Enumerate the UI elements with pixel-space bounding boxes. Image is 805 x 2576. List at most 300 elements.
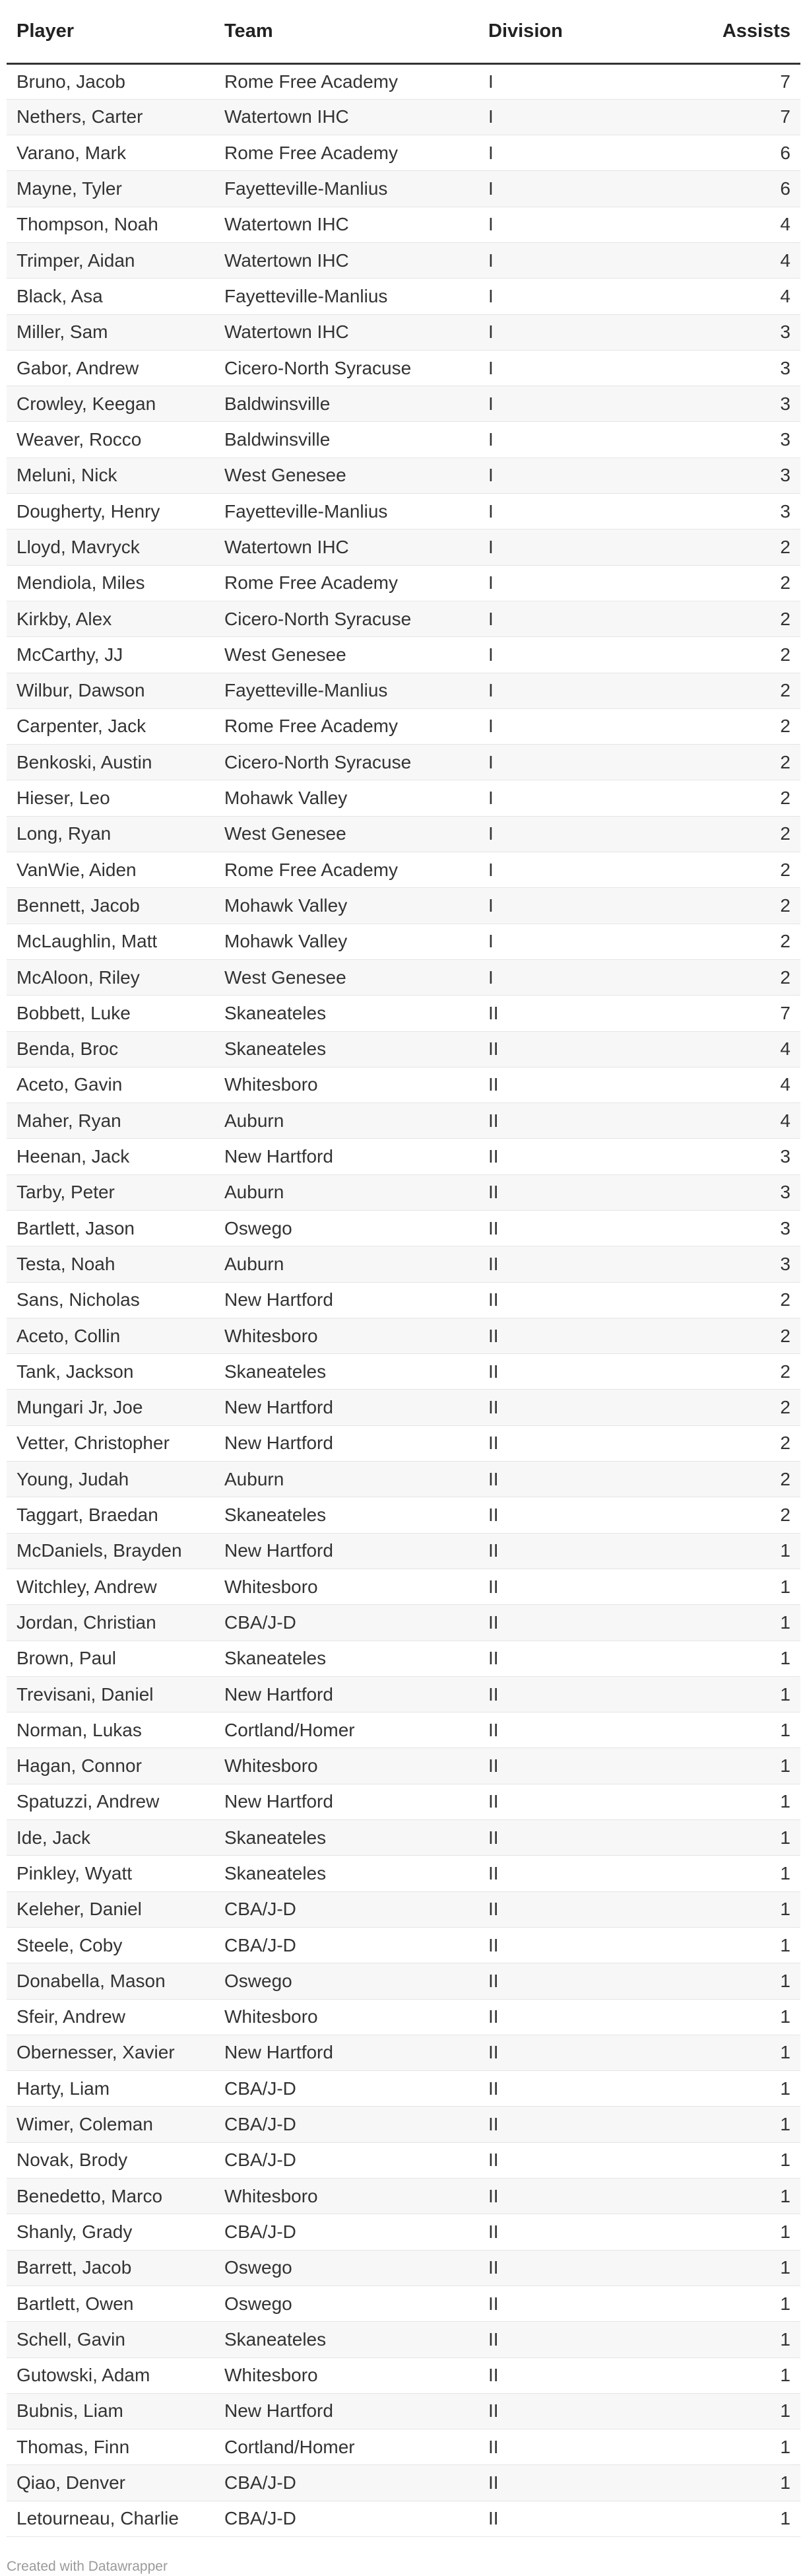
assists-cell: 3 [696,494,800,529]
division-cell: I [478,529,696,565]
team-cell: Skaneateles [214,996,478,1031]
team-cell: Mohawk Valley [214,780,478,816]
table-row [7,1748,800,1784]
table-body [7,63,800,2536]
assists-cell: 1 [696,1820,800,1856]
division-cell: II [478,2142,696,2178]
division-cell: I [478,780,696,816]
division-cell: I [478,63,696,99]
team-cell: Watertown IHC [214,99,478,135]
table-row [7,565,800,601]
team-cell: Oswego [214,1211,478,1246]
assists-cell: 4 [696,1103,800,1139]
table-row [7,1318,800,1353]
table-row [7,279,800,314]
division-cell: II [478,1856,696,1891]
division-cell: II [478,2465,696,2501]
assists-cell: 4 [696,207,800,242]
player-cell: McAloon, Riley [7,959,214,995]
player-cell: Novak, Brody [7,2142,214,2178]
assists-cell: 3 [696,1246,800,1282]
player-cell: Hagan, Connor [7,1748,214,1784]
team-cell: Cortland/Homer [214,1712,478,1748]
assists-cell: 1 [696,2071,800,2107]
table-row [7,1282,800,1318]
team-cell: Whitesboro [214,2179,478,2214]
table-row [7,2179,800,2214]
table-row [7,1031,800,1067]
table-row [7,1999,800,2035]
division-cell: II [478,1605,696,1641]
column-header-player[interactable]: Player [7,0,214,63]
assists-cell: 7 [696,99,800,135]
table-row [7,1641,800,1676]
division-cell: II [478,1712,696,1748]
player-cell: Weaver, Rocco [7,422,214,458]
team-cell: CBA/J-D [214,1927,478,1963]
team-cell: Oswego [214,2250,478,2286]
player-cell: Long, Ryan [7,816,214,852]
table-row [7,2393,800,2429]
team-cell: CBA/J-D [214,2465,478,2501]
player-cell: Bubnis, Liam [7,2393,214,2429]
division-cell: II [478,1390,696,1425]
table-row [7,1927,800,1963]
division-cell: II [478,2035,696,2070]
table-row [7,1712,800,1748]
team-cell: Cicero-North Syracuse [214,601,478,636]
assists-cell: 3 [696,1174,800,1210]
player-cell: Varano, Mark [7,135,214,171]
assists-cell: 1 [696,1569,800,1604]
team-cell: Baldwinsville [214,386,478,422]
division-cell: II [478,1999,696,2035]
table-row [7,816,800,852]
division-cell: II [478,1067,696,1102]
division-cell: I [478,708,696,744]
team-cell: Whitesboro [214,2357,478,2393]
team-cell: CBA/J-D [214,2142,478,2178]
division-cell: I [478,242,696,278]
table-row [7,2035,800,2070]
assists-cell: 4 [696,279,800,314]
column-header-assists[interactable]: Assists [696,0,800,63]
assists-cell: 2 [696,852,800,888]
table-row [7,99,800,135]
player-cell: Aceto, Gavin [7,1067,214,1102]
table-row [7,1784,800,1819]
team-cell: CBA/J-D [214,1605,478,1641]
player-cell: McDaniels, Brayden [7,1533,214,1569]
table-row [7,1856,800,1891]
division-cell: II [478,1784,696,1819]
assists-cell: 3 [696,350,800,386]
table-row [7,1390,800,1425]
player-cell: Kirkby, Alex [7,601,214,636]
player-cell: Bobbett, Luke [7,996,214,1031]
division-cell: I [478,422,696,458]
assists-cell: 4 [696,242,800,278]
header-row [7,0,800,63]
division-cell: I [478,314,696,350]
assists-table-container [7,0,800,2537]
division-cell: I [478,745,696,780]
assists-cell: 1 [696,1999,800,2035]
division-cell: II [478,1927,696,1963]
assists-cell: 4 [696,1067,800,1102]
team-cell: Fayetteville-Manlius [214,279,478,314]
table-row [7,601,800,636]
assists-cell: 1 [696,2429,800,2465]
table-row [7,852,800,888]
player-cell: Dougherty, Henry [7,494,214,529]
table-row [7,1533,800,1569]
team-cell: Watertown IHC [214,529,478,565]
player-cell: Gutowski, Adam [7,2357,214,2393]
assists-cell: 3 [696,386,800,422]
player-cell: Wimer, Coleman [7,2107,214,2142]
assists-cell: 2 [696,637,800,673]
team-cell: CBA/J-D [214,2214,478,2250]
player-cell: Qiao, Denver [7,2465,214,2501]
team-cell: New Hartford [214,2393,478,2429]
player-cell: Benkoski, Austin [7,745,214,780]
division-cell: II [478,2501,696,2536]
team-cell: Mohawk Valley [214,888,478,924]
assists-cell: 3 [696,314,800,350]
assists-cell: 7 [696,996,800,1031]
table-row [7,63,800,99]
team-cell: CBA/J-D [214,2107,478,2142]
division-cell: I [478,852,696,888]
assists-cell: 2 [696,565,800,601]
player-cell: Vetter, Christopher [7,1425,214,1461]
player-cell: Hieser, Leo [7,780,214,816]
team-cell: Watertown IHC [214,207,478,242]
table-row [7,386,800,422]
team-cell: Rome Free Academy [214,135,478,171]
division-cell: II [478,1354,696,1390]
player-cell: Spatuzzi, Andrew [7,1784,214,1819]
table-row [7,2214,800,2250]
assists-cell: 2 [696,816,800,852]
assists-cell: 1 [696,1784,800,1819]
table-row [7,2322,800,2357]
division-cell: II [478,1139,696,1174]
team-cell: New Hartford [214,1390,478,1425]
player-cell: Tarby, Peter [7,1174,214,1210]
division-cell: I [478,99,696,135]
assists-cell: 2 [696,1425,800,1461]
table-row [7,2107,800,2142]
player-cell: Lloyd, Mavryck [7,529,214,565]
division-cell: II [478,1963,696,1999]
player-cell: Thomas, Finn [7,2429,214,2465]
player-cell: Sans, Nicholas [7,1282,214,1318]
table-row [7,2142,800,2178]
division-cell: II [478,996,696,1031]
team-cell: West Genesee [214,816,478,852]
assists-cell: 2 [696,1462,800,1497]
table-row [7,2286,800,2321]
division-cell: II [478,1246,696,1282]
table-row [7,1067,800,1102]
team-cell: West Genesee [214,959,478,995]
player-cell: Black, Asa [7,279,214,314]
division-cell: I [478,924,696,959]
assists-cell: 2 [696,1354,800,1390]
player-cell: Donabella, Mason [7,1963,214,1999]
team-cell: Skaneateles [214,1354,478,1390]
team-cell: Auburn [214,1462,478,1497]
assists-cell: 2 [696,780,800,816]
table-row [7,2465,800,2501]
division-cell: I [478,888,696,924]
division-cell: II [478,2393,696,2429]
team-cell: Baldwinsville [214,422,478,458]
table-row [7,1354,800,1390]
player-cell: Maher, Ryan [7,1103,214,1139]
division-cell: I [478,637,696,673]
player-cell: McLaughlin, Matt [7,924,214,959]
table-row [7,242,800,278]
player-cell: Brown, Paul [7,1641,214,1676]
player-cell: Bruno, Jacob [7,63,214,99]
table-row [7,780,800,816]
assists-cell: 1 [696,2465,800,2501]
player-cell: Witchley, Andrew [7,1569,214,1604]
division-cell: II [478,1103,696,1139]
division-cell: II [478,1641,696,1676]
division-cell: I [478,279,696,314]
player-cell: Sfeir, Andrew [7,1999,214,2035]
assists-cell: 1 [696,2214,800,2250]
table-row [7,1569,800,1604]
division-cell: II [478,2322,696,2357]
table-row [7,959,800,995]
table-row [7,350,800,386]
team-cell: Auburn [214,1174,478,1210]
assists-cell: 1 [696,2179,800,2214]
division-cell: II [478,2071,696,2107]
player-cell: Wilbur, Dawson [7,673,214,708]
column-header-team[interactable]: Team [214,0,478,63]
team-cell: Auburn [214,1103,478,1139]
table-row [7,673,800,708]
team-cell: Rome Free Academy [214,852,478,888]
team-cell: Whitesboro [214,1999,478,2035]
table-row [7,1139,800,1174]
team-cell: New Hartford [214,2035,478,2070]
table-row [7,1174,800,1210]
datawrapper-credit[interactable]: Created with Datawrapper [7,2559,168,2574]
player-cell: Thompson, Noah [7,207,214,242]
player-cell: Ide, Jack [7,1820,214,1856]
assists-cell: 1 [696,2322,800,2357]
team-cell: Skaneateles [214,1031,478,1067]
division-cell: II [478,2286,696,2321]
division-cell: I [478,135,696,171]
table-row [7,422,800,458]
table-row [7,529,800,565]
division-cell: II [478,2214,696,2250]
assists-cell: 2 [696,959,800,995]
player-cell: Tank, Jackson [7,1354,214,1390]
player-cell: Bartlett, Jason [7,1211,214,1246]
assists-cell: 1 [696,2501,800,2536]
assists-cell: 2 [696,924,800,959]
player-cell: Steele, Coby [7,1927,214,1963]
team-cell: Fayetteville-Manlius [214,673,478,708]
assists-cell: 1 [696,2107,800,2142]
assists-cell: 1 [696,1856,800,1891]
team-cell: Whitesboro [214,1748,478,1784]
assists-cell: 1 [696,1963,800,1999]
assists-cell: 6 [696,171,800,207]
player-cell: Mayne, Tyler [7,171,214,207]
assists-cell: 3 [696,422,800,458]
player-cell: Meluni, Nick [7,458,214,493]
player-cell: VanWie, Aiden [7,852,214,888]
team-cell: West Genesee [214,637,478,673]
team-cell: Oswego [214,1963,478,1999]
player-cell: Aceto, Collin [7,1318,214,1353]
assists-cell: 1 [696,2357,800,2393]
assists-cell: 4 [696,1031,800,1067]
player-cell: Schell, Gavin [7,2322,214,2357]
team-cell: Whitesboro [214,1067,478,1102]
table-row [7,1497,800,1533]
table-row [7,637,800,673]
table-row [7,1246,800,1282]
player-cell: Bartlett, Owen [7,2286,214,2321]
division-cell: II [478,1425,696,1461]
division-cell: I [478,673,696,708]
assists-cell: 1 [696,2250,800,2286]
table-row [7,2071,800,2107]
division-cell: II [478,1174,696,1210]
table-row [7,924,800,959]
division-cell: II [478,1676,696,1712]
team-cell: Whitesboro [214,1318,478,1353]
table-row [7,1425,800,1461]
team-cell: New Hartford [214,1533,478,1569]
assists-cell: 2 [696,708,800,744]
assists-cell: 2 [696,745,800,780]
player-cell: Norman, Lukas [7,1712,214,1748]
team-cell: Cicero-North Syracuse [214,350,478,386]
table-row [7,2357,800,2393]
assists-cell: 7 [696,63,800,99]
team-cell: Mohawk Valley [214,924,478,959]
table-row [7,1820,800,1856]
division-cell: I [478,601,696,636]
player-cell: McCarthy, JJ [7,637,214,673]
assists-table [7,0,800,2537]
division-cell: I [478,458,696,493]
team-cell: West Genesee [214,458,478,493]
assists-cell: 1 [696,1641,800,1676]
division-cell: I [478,494,696,529]
player-cell: Miller, Sam [7,314,214,350]
team-cell: Rome Free Academy [214,565,478,601]
assists-cell: 6 [696,135,800,171]
assists-cell: 1 [696,1748,800,1784]
assists-cell: 1 [696,2142,800,2178]
division-cell: II [478,1031,696,1067]
table-row [7,2429,800,2465]
team-cell: Cicero-North Syracuse [214,745,478,780]
team-cell: Skaneateles [214,1856,478,1891]
team-cell: New Hartford [214,1676,478,1712]
division-cell: I [478,565,696,601]
table-row [7,458,800,493]
assists-cell: 2 [696,1318,800,1353]
team-cell: Watertown IHC [214,314,478,350]
assists-cell: 1 [696,1605,800,1641]
team-cell: Skaneateles [214,1820,478,1856]
division-cell: I [478,959,696,995]
division-cell: II [478,2179,696,2214]
division-cell: II [478,1462,696,1497]
division-cell: II [478,1569,696,1604]
division-cell: II [478,2250,696,2286]
table-row [7,135,800,171]
table-row [7,996,800,1031]
table-row [7,1605,800,1641]
team-cell: Fayetteville-Manlius [214,171,478,207]
table-row [7,888,800,924]
division-cell: II [478,1533,696,1569]
table-row [7,745,800,780]
division-cell: II [478,2107,696,2142]
team-cell: Auburn [214,1246,478,1282]
division-cell: I [478,350,696,386]
table-row [7,494,800,529]
assists-cell: 1 [696,1676,800,1712]
player-cell: Benedetto, Marco [7,2179,214,2214]
player-cell: Heenan, Jack [7,1139,214,1174]
player-cell: Pinkley, Wyatt [7,1856,214,1891]
player-cell: Bennett, Jacob [7,888,214,924]
table-row [7,1891,800,1927]
player-cell: Harty, Liam [7,2071,214,2107]
assists-cell: 1 [696,1533,800,1569]
assists-cell: 2 [696,601,800,636]
table-row [7,1676,800,1712]
assists-cell: 1 [696,1891,800,1927]
division-cell: II [478,1497,696,1533]
division-cell: II [478,2357,696,2393]
team-cell: Skaneateles [214,1497,478,1533]
player-cell: Trevisani, Daniel [7,1676,214,1712]
table-row [7,1211,800,1246]
player-cell: Keleher, Daniel [7,1891,214,1927]
player-cell: Taggart, Braedan [7,1497,214,1533]
team-cell: CBA/J-D [214,1891,478,1927]
table-row [7,171,800,207]
player-cell: Obernesser, Xavier [7,2035,214,2070]
player-cell: Jordan, Christian [7,1605,214,1641]
player-cell: Mungari Jr, Joe [7,1390,214,1425]
team-cell: Oswego [214,2286,478,2321]
table-row [7,1103,800,1139]
team-cell: New Hartford [214,1784,478,1819]
table-row [7,708,800,744]
player-cell: Carpenter, Jack [7,708,214,744]
column-header-division[interactable]: Division [478,0,696,63]
assists-cell: 2 [696,1282,800,1318]
